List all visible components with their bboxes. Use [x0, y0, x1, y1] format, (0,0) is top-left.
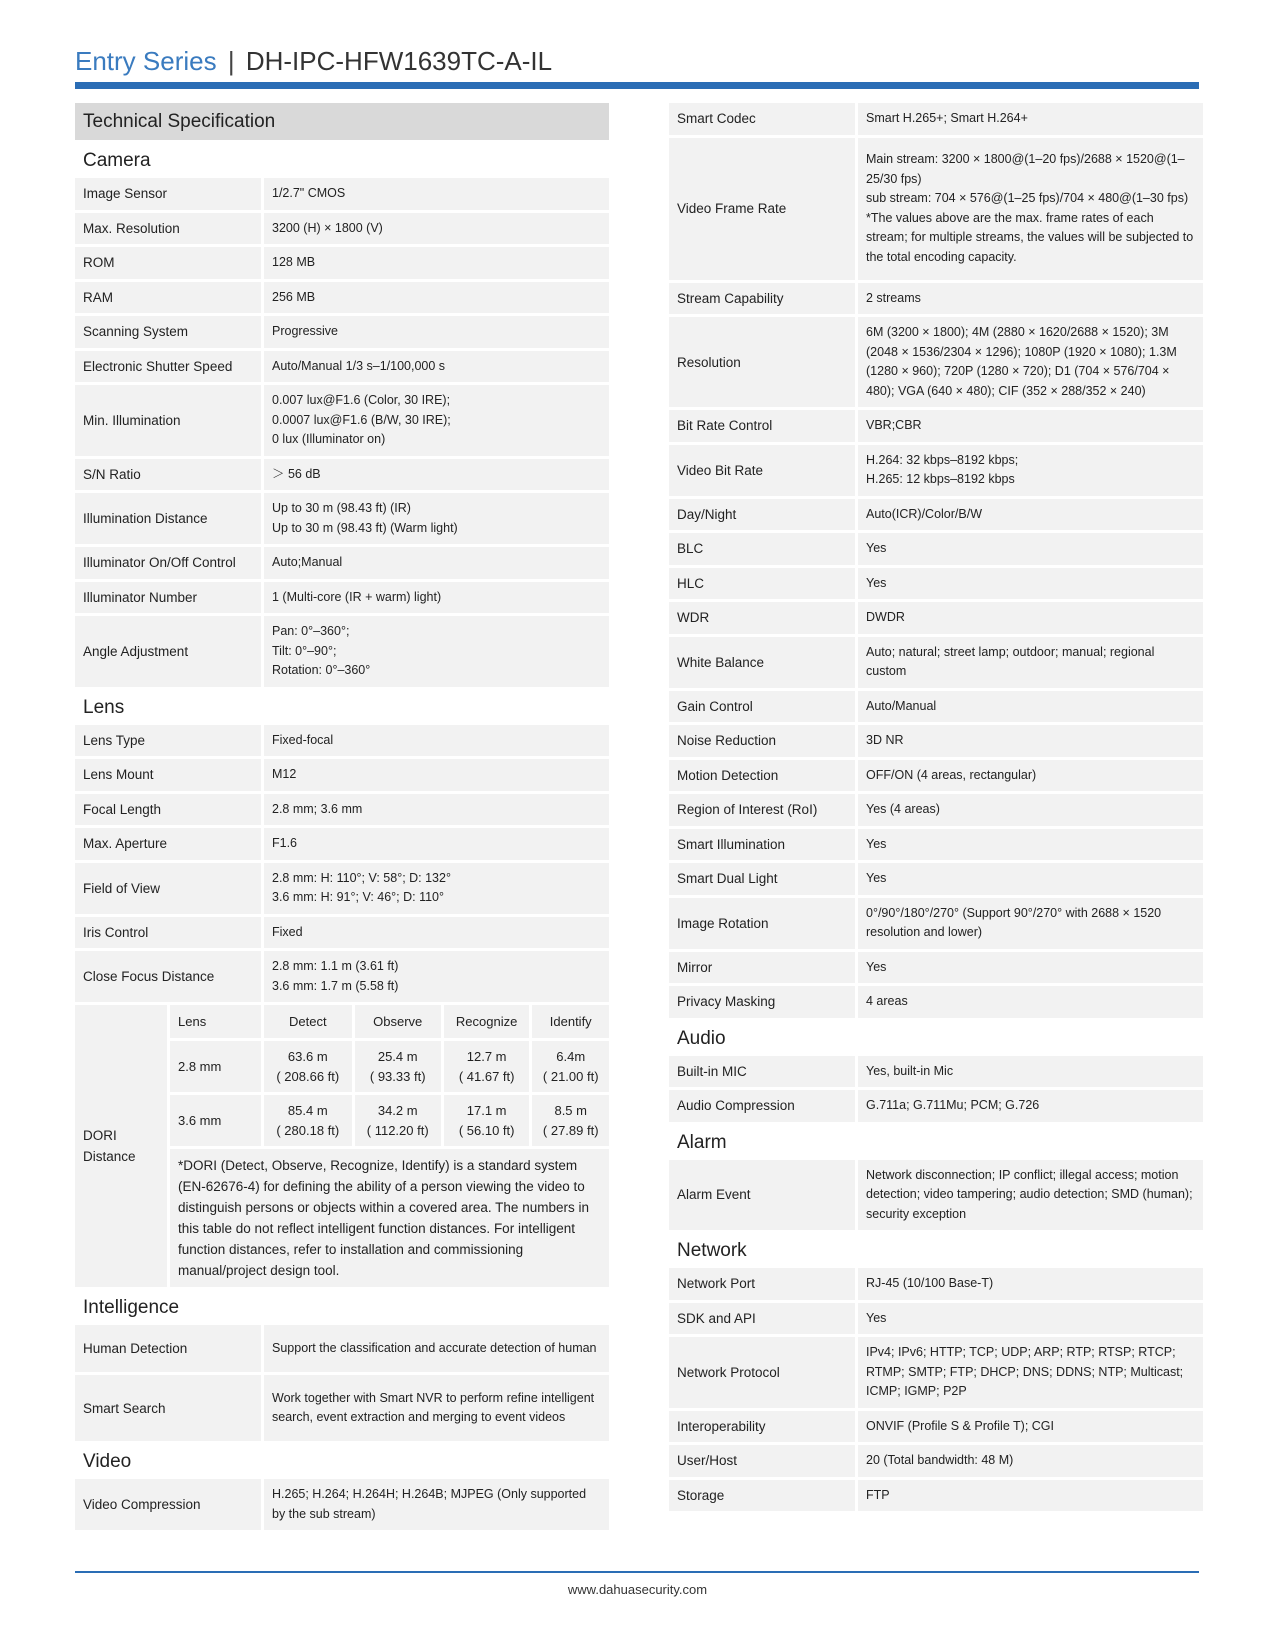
spec-row — [669, 637, 1203, 688]
spec-row — [669, 1445, 1203, 1477]
spec-label: Max. Aperture — [75, 828, 261, 860]
spec-value-cell — [264, 351, 609, 383]
alarm-rows — [669, 1160, 1203, 1231]
spec-label: Video Compression — [75, 1479, 261, 1530]
spec-value-cell — [264, 247, 609, 279]
spec-label: Close Focus Distance — [75, 951, 261, 1002]
spec-row — [669, 1411, 1203, 1443]
spec-label: RAM — [75, 282, 261, 314]
spec-label: Video Bit Rate — [669, 445, 855, 496]
spec-value-cell — [264, 493, 609, 544]
model-title: DH-IPC-HFW1639TC-A-IL — [245, 46, 553, 76]
spec-value-cell — [858, 691, 1203, 723]
network-rows — [669, 1268, 1203, 1511]
spec-label: Privacy Masking — [669, 986, 855, 1018]
spec-row — [75, 459, 609, 491]
spec-value-cell — [264, 316, 609, 348]
spec-value-cell — [858, 952, 1203, 984]
spec-value: 6M (3200 × 1800); 4M (2880 × 1620/2688 × 1520); 3M (2048 × 1536/2304 × 1296); 1080P (1920 × 1080); 1.3M (1280 × 960); 720P (1280 × 720); D1 (704 × 576/704 × 480); VGA (640 × 480); CIF (352 × 288/352 × 240) — [866, 325, 1177, 398]
spec-value: 3200 (H) × 1800 (V) — [272, 220, 383, 235]
dori-header-cell: Observe — [355, 1005, 444, 1041]
video-cont-rows — [669, 103, 1203, 1018]
spec-label: SDK and API — [669, 1303, 855, 1335]
spec-value-cell — [858, 317, 1203, 407]
spec-label: Interoperability — [669, 1411, 855, 1443]
spec-row — [75, 1375, 609, 1441]
spec-row — [75, 1325, 609, 1372]
spec-label: Human Detection — [75, 1325, 261, 1372]
spec-value: Auto; natural; street lamp; outdoor; manual; regional custom — [866, 644, 1155, 678]
spec-value-cell — [858, 533, 1203, 565]
spec-row — [75, 247, 609, 279]
left-column — [75, 103, 609, 1533]
spec-value-cell — [858, 898, 1203, 949]
dori-cell: 25.4 m ( 93.33 ft) — [355, 1041, 444, 1095]
spec-value: Auto/Manual 1/3 s–1/100,000 s — [272, 358, 446, 373]
spec-label: Iris Control — [75, 917, 261, 949]
spec-label: Angle Adjustment — [75, 616, 261, 687]
spec-row — [669, 445, 1203, 496]
spec-row — [669, 138, 1203, 280]
spec-value-cell — [858, 568, 1203, 600]
spec-label: Stream Capability — [669, 283, 855, 315]
spec-value-cell — [264, 385, 609, 456]
spec-row — [75, 351, 609, 383]
spec-value: Auto(ICR)/Color/B/W — [866, 506, 982, 521]
spec-label: Scanning System — [75, 316, 261, 348]
dori-table — [170, 1005, 609, 1149]
dori-cell: 34.2 m ( 112.20 ft) — [355, 1095, 444, 1149]
spec-value: Auto;Manual — [272, 555, 343, 569]
spec-value: RJ-45 (10/100 Base-T) — [866, 1276, 994, 1290]
spec-label: Alarm Event — [669, 1160, 855, 1231]
spec-label: Illuminator On/Off Control — [75, 547, 261, 579]
spec-value-cell — [858, 986, 1203, 1018]
spec-value: 2.8 mm: H: 110°; V: 58°; D: 132° 3.6 mm: H: 91°; V: 46°; D: 110° — [272, 870, 451, 904]
dori-header-row — [170, 1005, 609, 1041]
spec-label: HLC — [669, 568, 855, 600]
spec-value: Smart H.265+; Smart H.264+ — [866, 111, 1028, 125]
spec-value: M12 — [272, 767, 297, 781]
spec-label: Smart Search — [75, 1375, 261, 1441]
spec-value-cell — [264, 863, 609, 914]
spec-row — [669, 499, 1203, 531]
spec-label: Min. Illumination — [75, 385, 261, 456]
spec-row — [669, 863, 1203, 895]
dori-header-cell: Detect — [264, 1005, 355, 1041]
dori-cell: 8.5 m ( 27.89 ft) — [532, 1095, 609, 1149]
spec-value: VBR;CBR — [866, 418, 922, 432]
spec-value: IPv4; IPv6; HTTP; TCP; UDP; ARP; RTP; RTSP; RTCP; RTMP; SMTP; FTP; DHCP; DNS; DDNS; NTP; Multicast; ICMP; IGMP; P2P — [866, 1345, 1184, 1398]
spec-row — [75, 794, 609, 826]
spec-row — [669, 602, 1203, 634]
spec-value-cell — [858, 445, 1203, 496]
spec-row — [669, 1090, 1203, 1122]
spec-value-cell — [858, 103, 1203, 135]
spec-label: Network Protocol — [669, 1337, 855, 1408]
spec-row — [669, 760, 1203, 792]
spec-value-cell — [264, 828, 609, 860]
spec-label: ROM — [75, 247, 261, 279]
dori-header-cell: Identify — [532, 1005, 609, 1041]
spec-label: Gain Control — [669, 691, 855, 723]
spec-row — [669, 1056, 1203, 1088]
spec-value-cell — [264, 1479, 609, 1530]
dori-row — [170, 1095, 609, 1149]
spec-value: Yes — [866, 1310, 887, 1325]
spec-row — [669, 103, 1203, 135]
section-alarm-heading: Alarm — [677, 1131, 727, 1153]
spec-value-cell — [264, 459, 609, 491]
spec-value-cell — [858, 1411, 1203, 1443]
spec-value-cell — [264, 282, 609, 314]
spec-value-cell — [858, 1445, 1203, 1477]
dori-header-cell: Recognize — [444, 1005, 533, 1041]
spec-value: Yes — [866, 836, 887, 851]
spec-label: Illuminator Number — [75, 582, 261, 614]
spec-value: 2 streams — [866, 290, 921, 305]
spec-row — [75, 863, 609, 914]
spec-row — [75, 547, 609, 579]
dori-content — [170, 1005, 609, 1287]
spec-value: Progressive — [272, 324, 338, 338]
spec-label: Lens Type — [75, 725, 261, 757]
spec-value: 4 areas — [866, 994, 908, 1008]
spec-label: Image Sensor — [75, 178, 261, 210]
spec-label: Built-in MIC — [669, 1056, 855, 1088]
spec-label: Network Port — [669, 1268, 855, 1300]
dori-note: *DORI (Detect, Observe, Recognize, Identify) is a standard system (EN-62676-4) for defining the ability of a person viewing the video to distinguish persons or objects within a covered area. The numbers in this table do not reflect intelligent function distances. For intelligent function distances, refer to installation and commissioning manual/project design tool. — [170, 1149, 609, 1287]
spec-row — [75, 616, 609, 687]
spec-row — [75, 316, 609, 348]
spec-label: Electronic Shutter Speed — [75, 351, 261, 383]
spec-value-cell — [858, 283, 1203, 315]
spec-value: 20 (Total bandwidth: 48 M) — [866, 1453, 1014, 1467]
spec-row — [669, 1268, 1203, 1300]
dori-cell: 85.4 m ( 280.18 ft) — [264, 1095, 355, 1149]
spec-value-cell — [858, 410, 1203, 442]
spec-label: Image Rotation — [669, 898, 855, 949]
spec-value: Fixed — [272, 924, 303, 939]
spec-label: Max. Resolution — [75, 213, 261, 245]
spec-label: Focal Length — [75, 794, 261, 826]
spec-value: H.265; H.264; H.264H; H.264B; MJPEG (Only supported by the sub stream) — [272, 1487, 587, 1521]
spec-row — [669, 898, 1203, 949]
spec-label: Resolution — [669, 317, 855, 407]
section-video-heading: Video — [83, 1451, 132, 1472]
spec-row — [669, 568, 1203, 600]
video-rows — [75, 1479, 609, 1530]
dori-header-cell: Lens — [170, 1005, 264, 1041]
spec-value-cell — [264, 582, 609, 614]
spec-row — [669, 533, 1203, 565]
spec-row — [669, 952, 1203, 984]
spec-row — [75, 385, 609, 456]
spec-label: Bit Rate Control — [669, 410, 855, 442]
spec-value-cell — [858, 1303, 1203, 1335]
spec-value: FTP — [866, 1487, 890, 1502]
spec-value: Auto/Manual — [866, 698, 937, 713]
spec-row — [75, 213, 609, 245]
section-network-heading: Network — [677, 1240, 747, 1261]
spec-label: Smart Illumination — [669, 829, 855, 861]
spec-value-cell — [858, 1056, 1203, 1088]
spec-label: Day/Night — [669, 499, 855, 531]
dori-cell: 12.7 m ( 41.67 ft) — [444, 1041, 533, 1095]
dori-cell: 3.6 mm — [170, 1095, 264, 1149]
spec-row — [669, 317, 1203, 407]
spec-row — [75, 951, 609, 1002]
spec-value: Support the classification and accurate detection of human — [272, 1340, 597, 1355]
intelligence-rows — [75, 1325, 609, 1441]
spec-label: Smart Dual Light — [669, 863, 855, 895]
camera-rows — [75, 178, 609, 687]
spec-value-cell — [858, 1480, 1203, 1512]
spec-label: Storage — [669, 1480, 855, 1512]
spec-label: Region of Interest (RoI) — [669, 794, 855, 826]
spec-value-cell — [858, 1268, 1203, 1300]
audio-rows — [669, 1056, 1203, 1122]
footer-url: www.dahuasecurity.com — [567, 1582, 708, 1597]
spec-label: BLC — [669, 533, 855, 565]
spec-value: 1/2.7" CMOS — [272, 186, 346, 200]
spec-row — [669, 1480, 1203, 1512]
section-audio-heading: Audio — [677, 1027, 726, 1049]
spec-value: F1.6 — [272, 836, 298, 850]
spec-value-cell — [264, 1325, 609, 1372]
dori-block — [75, 1005, 609, 1287]
spec-value-cell — [858, 602, 1203, 634]
spec-value: DWDR — [866, 610, 905, 624]
spec-row — [75, 725, 609, 757]
spec-value-cell — [858, 829, 1203, 861]
spec-value: 0.007 lux@F1.6 (Color, 30 IRE); 0.0007 lux@F1.6 (B/W, 30 IRE); 0 lux (Illuminator on) — [272, 393, 451, 446]
spec-value-cell — [858, 1160, 1203, 1231]
section-lens-heading: Lens — [83, 696, 125, 718]
spec-label: White Balance — [669, 637, 855, 688]
spec-label: Smart Codec — [669, 103, 855, 135]
spec-value-cell — [858, 760, 1203, 792]
spec-value-cell — [264, 213, 609, 245]
lens-rows — [75, 725, 609, 1003]
spec-value-cell — [858, 863, 1203, 895]
spec-row — [75, 493, 609, 544]
dori-cell: 6.4m ( 21.00 ft) — [532, 1041, 609, 1095]
spec-value: OFF/ON (4 areas, rectangular) — [866, 767, 1037, 782]
dori-label: DORI Distance — [75, 1005, 167, 1287]
spec-value: Up to 30 m (98.43 ft) (IR) Up to 30 m (98.43 ft) (Warm light) — [272, 501, 458, 535]
spec-value: 2.8 mm; 3.6 mm — [272, 801, 363, 816]
spec-label: Audio Compression — [669, 1090, 855, 1122]
dori-cell: 63.6 m ( 208.66 ft) — [264, 1041, 355, 1095]
spec-value-cell — [264, 794, 609, 826]
spec-row — [669, 829, 1203, 861]
spec-row — [669, 986, 1203, 1018]
spec-value-cell — [858, 499, 1203, 531]
spec-row — [75, 582, 609, 614]
spec-value-cell — [858, 138, 1203, 280]
spec-value: Yes (4 areas) — [866, 802, 940, 816]
header-separator: | — [227, 46, 235, 76]
spec-value-cell — [264, 547, 609, 579]
spec-label: Field of View — [75, 863, 261, 914]
spec-value-cell — [858, 1090, 1203, 1122]
footer-rule — [75, 1571, 1199, 1573]
spec-value: Yes — [866, 959, 887, 974]
spec-value-cell — [858, 1337, 1203, 1408]
spec-label: User/Host — [669, 1445, 855, 1477]
spec-value: Yes — [866, 541, 887, 555]
spec-row — [75, 917, 609, 949]
spec-row — [75, 759, 609, 791]
spec-label: Mirror — [669, 952, 855, 984]
spec-value-cell — [264, 759, 609, 791]
spec-label: S/N Ratio — [75, 459, 261, 491]
spec-value-cell — [858, 725, 1203, 757]
spec-value: Main stream: 3200 × 1800@(1–20 fps)/2688 × 1520@(1–25/30 fps) sub stream: 704 × 576@(1–25 fps)/704 × 480@(1–30 fps) *The values above are the max. frame rates of each stream; for multiple streams, the values will be subjected to the total encoding capacity. — [866, 152, 1194, 264]
spec-row — [669, 691, 1203, 723]
spec-value: Yes — [866, 575, 887, 590]
spec-label: Motion Detection — [669, 760, 855, 792]
series-title: Entry Series — [75, 46, 217, 76]
spec-value: 0°/90°/180°/270° (Support 90°/270° with 2688 × 1520 resolution and lower) — [866, 905, 1162, 939]
spec-value: Pan: 0°–360°; Tilt: 0°–90°; Rotation: 0°–360° — [272, 624, 371, 677]
spec-value: 256 MB — [272, 289, 316, 304]
spec-row — [75, 1479, 609, 1530]
dori-cell: 17.1 m ( 56.10 ft) — [444, 1095, 533, 1149]
right-column — [669, 103, 1203, 1514]
section-camera-heading: Camera — [83, 150, 151, 171]
spec-value: Yes, built-in Mic — [866, 1063, 954, 1078]
spec-value-cell — [264, 616, 609, 687]
page-header — [75, 44, 552, 78]
spec-value: ONVIF (Profile S & Profile T); CGI — [866, 1418, 1055, 1433]
spec-value: Yes — [866, 871, 887, 885]
spec-label: WDR — [669, 602, 855, 634]
spec-row — [75, 178, 609, 210]
spec-row — [669, 794, 1203, 826]
spec-value: 3D NR — [866, 733, 904, 747]
spec-value: 1 (Multi-core (IR + warm) light) — [272, 589, 442, 604]
spec-row — [669, 725, 1203, 757]
spec-label: Illumination Distance — [75, 493, 261, 544]
spec-value: H.264: 32 kbps–8192 kbps; H.265: 12 kbps–8192 kbps — [866, 452, 1019, 486]
spec-row — [75, 282, 609, 314]
spec-value: Work together with Smart NVR to perform refine intelligent search, event extraction and merging to event videos — [272, 1390, 595, 1424]
spec-row — [75, 828, 609, 860]
spec-row — [669, 1337, 1203, 1408]
spec-row — [669, 283, 1203, 315]
spec-label: Noise Reduction — [669, 725, 855, 757]
spec-row — [669, 1160, 1203, 1231]
spec-row — [669, 1303, 1203, 1335]
spec-value: Network disconnection; IP conflict; illegal access; motion detection; video tampering; audio detection; SMD (human); security exception — [866, 1167, 1193, 1221]
spec-value-cell — [264, 1375, 609, 1441]
spec-value-cell — [264, 951, 609, 1002]
spec-value: G.711a; G.711Mu; PCM; G.726 — [866, 1098, 1040, 1112]
dori-cell: 2.8 mm — [170, 1041, 264, 1095]
spec-label: Video Frame Rate — [669, 138, 855, 280]
spec-value: ＞ 56 dB — [272, 466, 321, 481]
section-intelligence-heading: Intelligence — [83, 1297, 180, 1318]
spec-value: 2.8 mm: 1.1 m (3.61 ft) 3.6 mm: 1.7 m (5.58 ft) — [272, 959, 399, 993]
spec-value-cell — [264, 178, 609, 210]
spec-value-cell — [858, 637, 1203, 688]
spec-value-cell — [858, 794, 1203, 826]
spec-value-cell — [264, 725, 609, 757]
dori-row — [170, 1041, 609, 1095]
spec-label: Lens Mount — [75, 759, 261, 791]
spec-value: 128 MB — [272, 255, 316, 269]
spec-value-cell — [264, 917, 609, 949]
header-rule — [75, 82, 1199, 89]
spec-row — [669, 410, 1203, 442]
spec-value: Fixed-focal — [272, 732, 334, 747]
spec-title: Technical Specification — [75, 103, 609, 140]
